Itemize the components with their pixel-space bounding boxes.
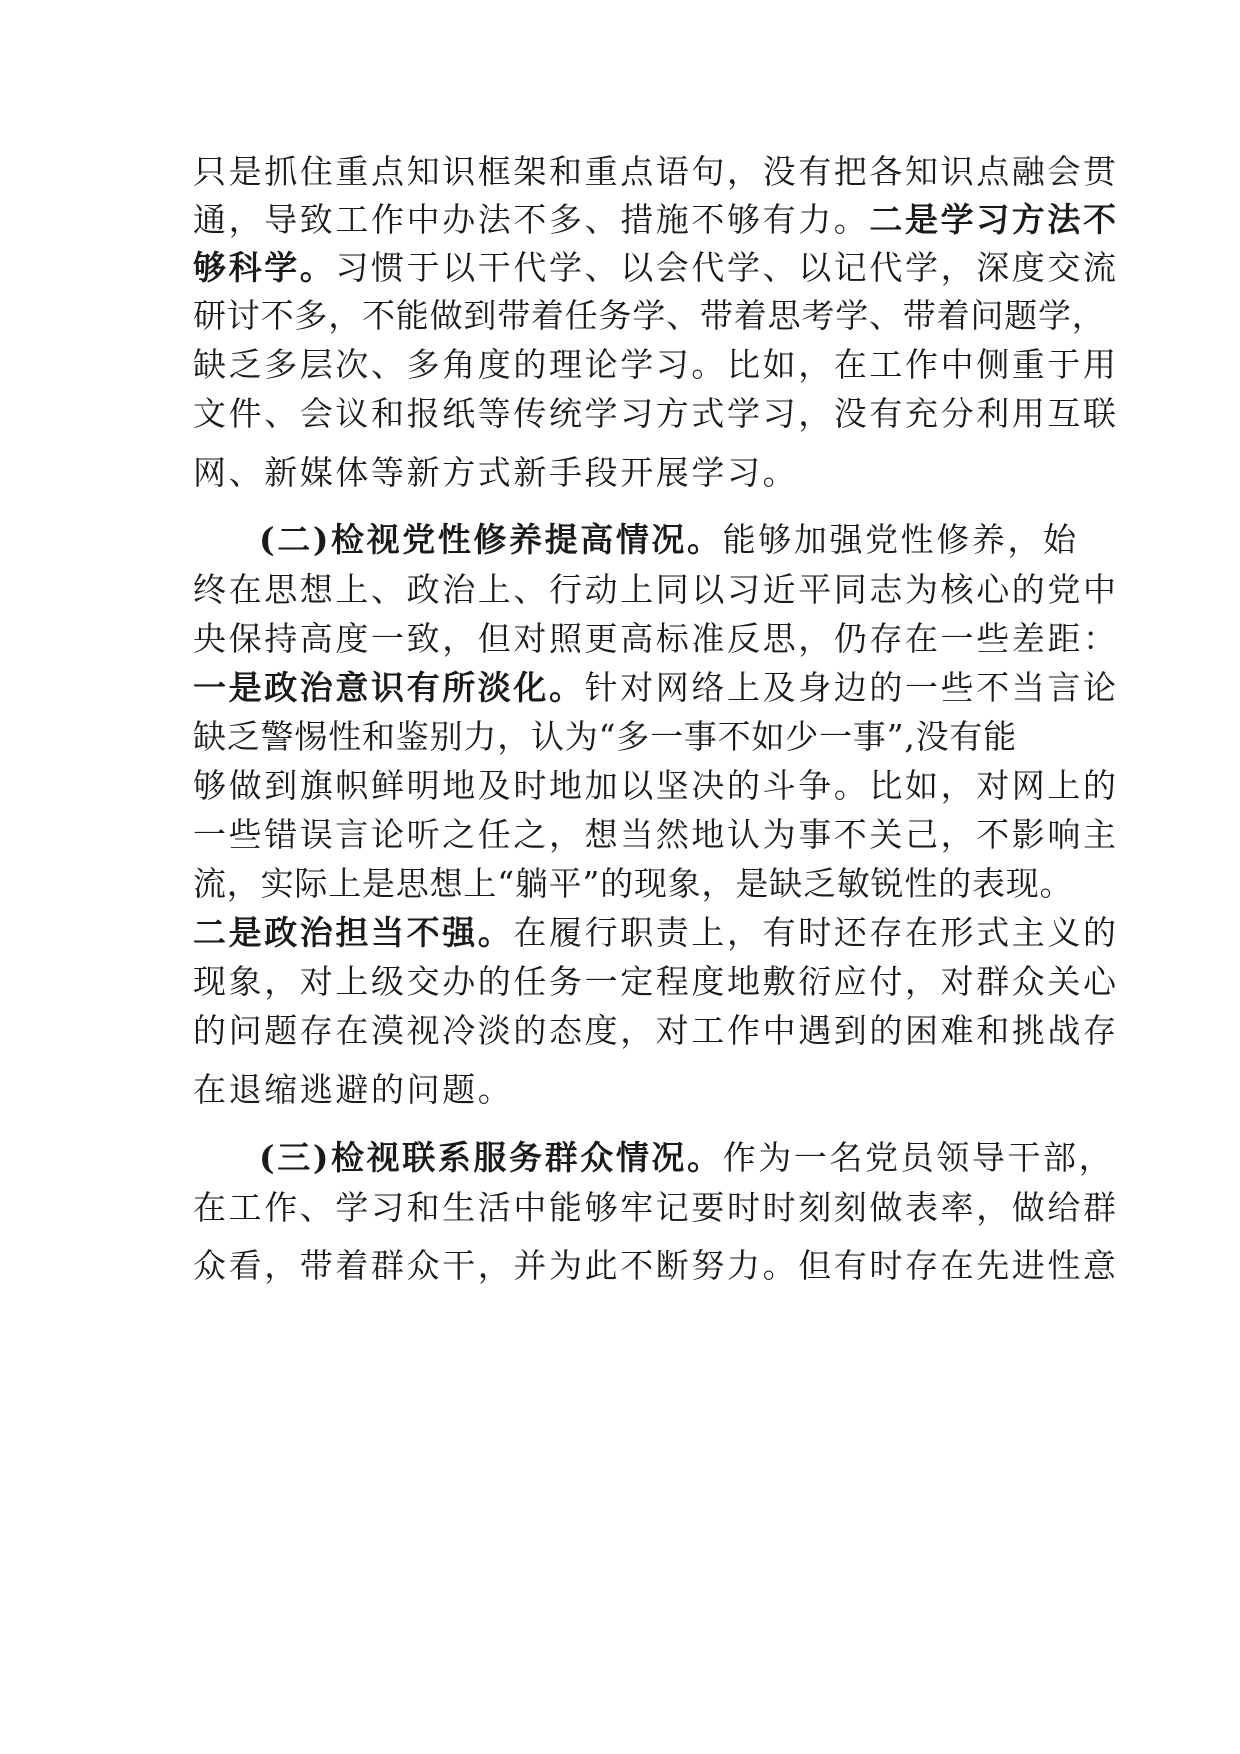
text-segment: 一些错误言论听之任之，想当然地认为事不关己，不影响主 bbox=[193, 815, 1119, 854]
section-heading-line bbox=[193, 516, 1079, 564]
text-line bbox=[193, 449, 1053, 497]
text-line bbox=[193, 713, 1053, 761]
text-line bbox=[193, 148, 1119, 196]
text-segment: 通，导致工作中办法不多、措施不够有力。 bbox=[193, 200, 870, 239]
text-line bbox=[193, 615, 1119, 663]
text-line bbox=[193, 1184, 1119, 1232]
bold-text-segment: 二是政治担当不强。 bbox=[193, 913, 514, 952]
text-line bbox=[193, 1066, 1053, 1114]
text-segment: 够做到旗帜鲜明地及时地加以坚决的斗争。比如，对网上的 bbox=[193, 766, 1119, 805]
text-segment: 研讨不多，不能做到带着任务学、带着思考学、带着问题学， bbox=[193, 296, 1106, 335]
text-segment: 众看，带着群众干，并为此不断努力。但有时存在先进性意 bbox=[193, 1246, 1119, 1285]
text-line bbox=[193, 390, 1119, 438]
text-segment: 能够加强党性修养，始 bbox=[722, 520, 1079, 559]
text-segment: 在工作、学习和生活中能够牢记要时时刻刻做表率，做给群 bbox=[193, 1188, 1119, 1227]
text-segment: 现象，对上级交办的任务一定程度地敷衍应付，对群众关心 bbox=[193, 962, 1119, 1001]
text-line bbox=[193, 762, 1119, 810]
text-segment: 文件、会议和报纸等传统学习方式学习，没有充分利用互联 bbox=[193, 394, 1119, 433]
bold-text-segment: 一是政治意识有所淡化。 bbox=[193, 668, 585, 707]
text-line bbox=[193, 958, 1119, 1006]
text-segment: 作为一名党员领导干部， bbox=[722, 1138, 1115, 1177]
text-segment: 的问题存在漠视冷淡的态度，对工作中遇到的困难和挑战存 bbox=[193, 1011, 1119, 1050]
text-line bbox=[193, 664, 1119, 712]
text-line bbox=[193, 244, 1119, 292]
section-heading-line bbox=[193, 1134, 1115, 1182]
bold-text-segment: 二是学习方法不 bbox=[869, 200, 1119, 239]
text-segment: 缺乏多层次、多角度的理论学习。比如，在工作中侧重于用 bbox=[193, 345, 1119, 384]
text-line bbox=[193, 860, 1074, 908]
text-line bbox=[193, 909, 1119, 957]
text-line bbox=[193, 341, 1119, 389]
text-segment: 央保持高度一致，但对照更高标准反思，仍存在一些差距： bbox=[193, 619, 1119, 658]
text-segment: 流，实际上是思想上“躺平”的现象，是缺乏敏锐性的表现。 bbox=[193, 864, 1074, 903]
text-line bbox=[193, 1242, 1119, 1290]
text-segment: 终在思想上、政治上、行动上同以习近平同志为核心的党中 bbox=[193, 570, 1119, 609]
section-heading: (二)检视党性修养提高情况。 bbox=[259, 520, 723, 559]
text-segment: 只是抓住重点知识框架和重点语句，没有把各知识点融会贯 bbox=[193, 152, 1119, 191]
text-line bbox=[193, 1007, 1119, 1055]
text-segment: 在退缩逃避的问题。 bbox=[193, 1070, 514, 1109]
text-segment: 缺乏警惕性和鉴别力，认为“多一事不如少一事”,没有能 bbox=[193, 717, 1018, 756]
text-segment: 网、新媒体等新方式新手段开展学习。 bbox=[193, 453, 799, 492]
text-line bbox=[193, 196, 1119, 244]
text-line bbox=[193, 811, 1119, 859]
text-segment: 在履行职责上，有时还存在形式主义的 bbox=[513, 913, 1119, 952]
text-line bbox=[193, 566, 1119, 614]
section-heading: (三)检视联系服务群众情况。 bbox=[259, 1138, 723, 1177]
text-line bbox=[193, 292, 1106, 340]
text-segment: 针对网络上及身边的一些不当言论 bbox=[584, 668, 1119, 707]
text-segment: 习惯于以干代学、以会代学、以记代学，深度交流 bbox=[335, 248, 1119, 287]
bold-text-segment: 够科学。 bbox=[193, 248, 336, 287]
